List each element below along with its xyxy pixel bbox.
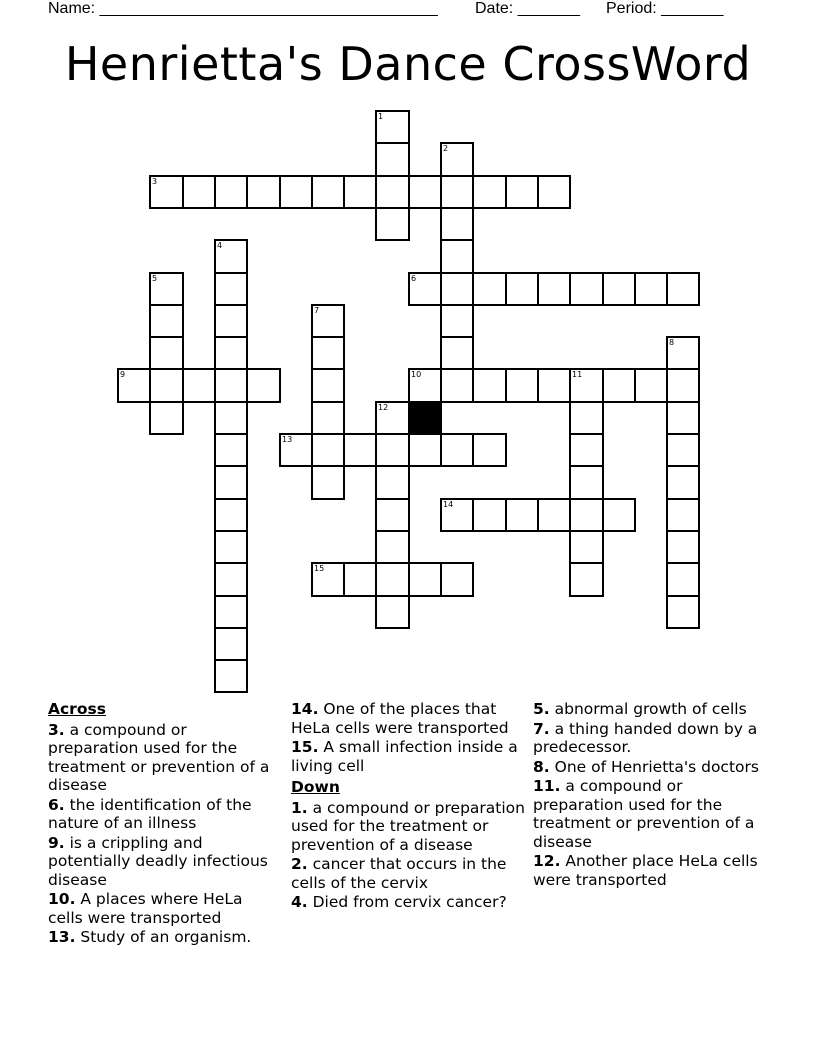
down-heading: Down [291,778,340,796]
crossword-cell[interactable] [569,368,604,403]
crossword-cell[interactable] [602,272,636,306]
crossword-cell[interactable] [246,368,281,403]
clue-number-label: 15. [291,738,319,756]
crossword-cell[interactable] [375,110,410,144]
clue-text: One of Henrietta's doctors [549,757,759,776]
crossword-cell[interactable] [311,336,345,370]
crossword-cell[interactable] [440,433,474,467]
clue-text: Died from cervix cancer? [307,893,507,911]
clue-text: abnormal growth of cells [549,700,747,718]
crossword-cell[interactable] [569,530,604,564]
crossword-cell[interactable] [602,368,636,403]
clue-text: a compound or preparation used for the treatment or prevention of a disease [533,777,755,851]
crossword-cell[interactable] [214,368,248,403]
clue-number-label: 4. [291,893,308,911]
crossword-cell[interactable] [311,465,345,500]
clue-number: 11 [572,370,583,379]
clue-number-label: 6. [48,795,65,814]
clue-number-label: 5. [533,700,550,718]
crossword-cell[interactable] [472,272,507,306]
crossword-cell[interactable] [666,368,700,403]
clue-number-label: 10. [48,890,76,908]
clue-text: Study of an organism. [75,928,252,946]
crossword-cell[interactable] [634,272,668,306]
crossword-cell[interactable] [311,304,345,338]
crossword-cell[interactable] [214,433,248,467]
clue-number-label: 2. [291,855,308,873]
crossword-cell[interactable] [214,498,248,532]
clue-number: 5 [152,274,158,283]
clue-number-label: 8. [533,757,550,776]
clue-number: 4 [217,241,223,250]
clue-text: a compound or preparation used for the treatment or prevention of a disease [48,720,270,794]
crossword-cell[interactable] [569,272,604,306]
crossword-cell[interactable] [214,304,248,338]
crossword-cell[interactable] [214,401,248,435]
clues-column-1 [48,700,280,948]
crossword-cell[interactable] [440,336,474,370]
crossword-cell[interactable] [214,659,248,693]
clue-number: 14 [443,500,454,509]
crossword-cell[interactable] [279,433,313,467]
crossword-cell[interactable] [537,498,571,532]
crossword-cell[interactable] [375,595,410,629]
black-cell [408,401,442,435]
clue [291,893,527,912]
crossword-cell[interactable] [666,595,700,629]
clue-text: cancer that occurs in the cells of the cervix [291,855,507,892]
clue [533,720,765,757]
crossword-cell[interactable] [214,465,248,500]
clue-number-label: 11. [533,777,561,795]
crossword-cell[interactable] [505,272,539,306]
crossword-cell[interactable] [214,562,248,597]
clues-column-3 [533,700,765,890]
clue-number: 13 [282,435,293,444]
crossword-cell[interactable] [666,530,700,564]
clue [291,700,527,737]
crossword-cell[interactable] [440,562,474,597]
crossword-cell[interactable] [375,401,410,435]
clue [291,799,527,855]
crossword-cell[interactable] [311,562,345,597]
date-field-label: Date: _______ [475,0,580,17]
crossword-cell[interactable] [117,368,151,403]
clue [533,700,765,719]
clue-number: 12 [378,403,389,412]
clue-number: 10 [411,370,422,379]
crossword-cell[interactable] [569,498,604,532]
clue-number-label: 7. [533,719,550,738]
crossword-cell[interactable] [375,530,410,564]
crossword-cell[interactable] [311,368,345,403]
clue-text: Another place HeLa cells were transported [533,852,758,889]
crossword-cell[interactable] [505,368,539,403]
clue [48,928,280,947]
clue [291,738,527,775]
crossword-cell[interactable] [214,336,248,370]
crossword-cell[interactable] [214,272,248,306]
crossword-cell[interactable] [375,207,410,241]
crossword-cell[interactable] [569,562,604,597]
crossword-cell[interactable] [505,175,539,209]
crossword-cell[interactable] [408,368,442,403]
crossword-cell[interactable] [440,498,474,532]
name-field-label: Name: ______________________________________ [48,0,438,17]
crossword-cell[interactable] [375,175,410,209]
crossword-cell[interactable] [666,562,700,597]
clue-number: 2 [443,144,449,153]
clue-number: 8 [669,338,675,347]
crossword-cell[interactable] [666,433,700,467]
clue [48,890,280,927]
crossword-cell[interactable] [569,401,604,435]
clue [48,796,280,833]
clue-number: 9 [120,370,126,379]
crossword-cell[interactable] [440,304,474,338]
clue [533,758,765,777]
clue-number-label: 13. [48,928,76,946]
crossword-cell[interactable] [666,465,700,500]
crossword-cell[interactable] [149,336,184,370]
clue-text: the identification of the nature of an illness [48,795,252,832]
across-heading: Across [48,700,106,718]
crossword-cell[interactable] [279,175,313,209]
clue-number: 15 [314,564,325,573]
clue-text: A places where HeLa cells were transported [48,890,243,927]
crossword-cell[interactable] [408,433,442,467]
clue-number-label: 9. [48,833,65,852]
crossword-cell[interactable] [149,175,184,209]
crossword-cell[interactable] [214,239,248,274]
crossword-cell[interactable] [375,465,410,500]
clue-number-label: 12. [533,852,561,870]
crossword-cell[interactable] [666,498,700,532]
clue [48,834,280,890]
crossword-cell[interactable] [472,368,507,403]
clue-number: 7 [314,306,320,315]
crossword-cell[interactable] [440,207,474,241]
crossword-cell[interactable] [472,433,507,467]
clue [48,721,280,795]
crossword-cell[interactable] [375,142,410,177]
crossword-cell[interactable] [149,272,184,306]
crossword-cell[interactable] [537,272,571,306]
crossword-cell[interactable] [311,175,345,209]
crossword-cell[interactable] [311,433,345,467]
crossword-cell[interactable] [375,433,410,467]
clue-number-label: 3. [48,720,65,739]
clue-text: a compound or preparation used for the treatment or prevention of a disease [291,798,525,854]
clue [291,855,527,892]
crossword-cell[interactable] [408,175,442,209]
clue [533,852,765,889]
crossword-cell[interactable] [634,368,668,403]
crossword-cell[interactable] [149,304,184,338]
clue-number-label: 14. [291,700,319,718]
crossword-cell[interactable] [182,368,216,403]
crossword-cell[interactable] [214,627,248,661]
clue-number: 3 [152,177,158,186]
crossword-cell[interactable] [537,175,571,209]
crossword-cell[interactable] [375,562,410,597]
crossword-cell[interactable] [214,595,248,629]
clue-text: One of the places that HeLa cells were transported [291,700,509,737]
crossword-cell[interactable] [214,175,248,209]
crossword-cell[interactable] [311,401,345,435]
crossword-cell[interactable] [343,433,377,467]
crossword-cell[interactable] [666,272,700,306]
crossword-cell[interactable] [505,498,539,532]
crossword-cell[interactable] [440,272,474,306]
crossword-cell[interactable] [440,368,474,403]
crossword-cell[interactable] [408,272,442,306]
crossword-cell[interactable] [666,336,700,370]
page-title: Henrietta's Dance CrossWord [64,37,752,91]
crossword-cell[interactable] [149,401,184,435]
crossword-cell[interactable] [246,175,281,209]
clue [533,777,765,851]
crossword-cell[interactable] [440,175,474,209]
crossword-cell[interactable] [602,498,636,532]
crossword-cell[interactable] [472,175,507,209]
clues-column-2 [291,700,527,913]
crossword-cell[interactable] [343,562,377,597]
clue-number-label: 1. [291,798,308,817]
crossword-cell[interactable] [472,498,507,532]
crossword-cell[interactable] [149,368,184,403]
clue-text: a thing handed down by a predecessor. [533,719,758,756]
period-field-label: Period: _______ [606,0,724,17]
crossword-cell[interactable] [440,239,474,274]
crossword-cell[interactable] [182,175,216,209]
clue-text: A small infection inside a living cell [291,738,518,775]
crossword-cell[interactable] [569,433,604,467]
crossword-cell[interactable] [537,368,571,403]
crossword-cell[interactable] [214,530,248,564]
clue-text: is a crippling and potentially deadly infectious disease [48,833,268,889]
crossword-cell[interactable] [408,562,442,597]
crossword-cell[interactable] [440,142,474,177]
clue-number: 6 [411,274,417,283]
crossword-cell[interactable] [569,465,604,500]
crossword-cell[interactable] [343,175,377,209]
crossword-cell[interactable] [666,401,700,435]
crossword-cell[interactable] [375,498,410,532]
clue-number: 1 [378,112,384,121]
